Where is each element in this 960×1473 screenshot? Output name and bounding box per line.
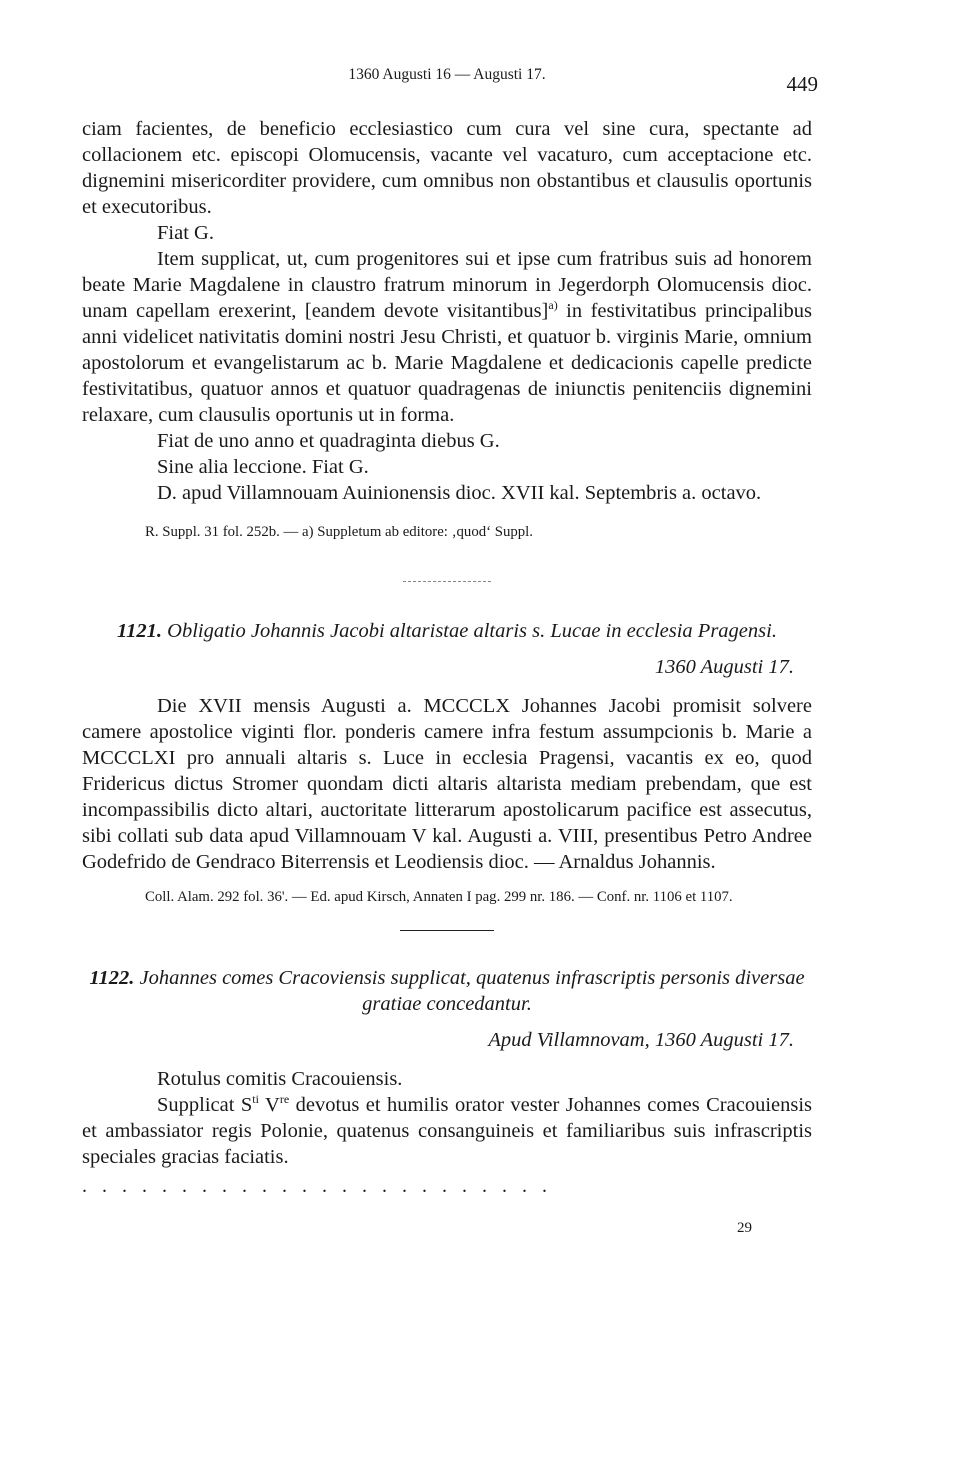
entry-title: Johannes comes Cracoviensis supplicat, quatenus infrascriptis personis diversae gratiae concedantur. xyxy=(139,967,805,1015)
superscript: re xyxy=(279,1092,290,1107)
paragraph-text: in festivitatibus principalibus anni videlicet nativitatis domini nostri Jesu Christi, et quatuor b. virginis Marie, omnium apostolorum et evangelistarum ac b. Marie Magdalene et dedicacionis capelle predicte festivitatibus, quatuor annos et quatuor quadragenas de iniunctis penitenciis dignemini relaxare, cum clausulis oportunis ut in forma. xyxy=(82,300,812,426)
entry-heading xyxy=(82,965,812,1017)
ellipsis-dots: ........................ xyxy=(82,1176,562,1196)
paragraph: Rotulus comitis Cracouiensis. xyxy=(157,1068,403,1090)
entry-heading xyxy=(82,618,812,644)
paragraph: ciam facientes, de beneficio ecclesiastico cum cura vel sine cura, spectante ad collacionem etc. episcopi Olomucensis, vacante vel vacaturo, cum acceptacione etc. dignemini misericorditer providere, cum omnibus non obstantibus et clausulis oportunis et executoribus. xyxy=(82,118,812,218)
signature-mark: 29 xyxy=(737,1220,752,1236)
paragraph xyxy=(82,246,812,428)
paragraph: Die XVII mensis Augusti a. MCCCLX Johannes Jacobi promisit solvere camere apostolice viginti flor. ponderis camere infra festum assumpcionis b. Marie a MCCCLXI pro annuali altaris s. Luce in ecclesia Pragensi, vacantis ex eo, quod Fridericus dictus Stromer quondam dicti altaris altarista mediam prebendam, que est incompassibilis dicto altari, auctoritate litterarum apostolicarum pacifice est assecutus, sibi collati sub data apud Villamnouam V kal. Augusti a. VIII, presentibus Petro Andree Godefrido de Gendraco Biterrensis et Leodiensis dioc. — Arnaldus Johannis. xyxy=(82,695,812,873)
running-header xyxy=(82,58,818,96)
entry-date: 1360 Augusti 17. xyxy=(654,656,794,678)
footnote-mark: a) xyxy=(548,298,558,313)
paragraph-text: devotus et humilis orator vester Johannes comes Cracouiensis et ambassiator regis Polonie, quatenus consanguineis et familiaribus suis infrascriptis speciales gracias faciatis. xyxy=(82,1094,813,1168)
paragraph-text: Supplicat S xyxy=(157,1094,253,1116)
separator xyxy=(403,581,491,582)
footnote: Coll. Alam. 292 fol. 36'. — Ed. apud Kirsch, Annaten I pag. 299 nr. 186. — Conf. nr. 1106 et 1107. xyxy=(145,889,733,905)
paragraph: Sine alia leccione. Fiat G. xyxy=(157,456,369,478)
paragraph: Fiat de uno anno et quadraginta diebus G. xyxy=(157,430,500,452)
paragraph-text: Item supplicat, ut, cum progenitores sui et ipse cum fratribus suis ad honorem beate Marie Magdalene in claustro fratrum minorum in Jegerdorph Olomucensis dioc. unam capellam erexerint, [eandem devote visitantibus] xyxy=(82,248,812,322)
running-title: 1360 Augusti 16 — Augusti 17. xyxy=(348,66,546,83)
entry-number: 1121. xyxy=(117,620,163,642)
footnote: R. Suppl. 31 fol. 252b. — a) Suppletum ab editore: ‚quod‘ Suppl. xyxy=(145,524,533,540)
entry-title: Obligatio Johannis Jacobi altaristae altaris s. Lucae in ecclesia Pragensi. xyxy=(167,620,777,642)
superscript: ti xyxy=(252,1092,259,1107)
paragraph-text: V xyxy=(258,1094,280,1116)
paragraph xyxy=(82,1092,812,1170)
document-page xyxy=(82,58,818,1237)
paragraph: D. apud Villamnouam Auinionensis dioc. XVII kal. Septembris a. octavo. xyxy=(157,482,762,504)
separator-rule xyxy=(400,930,494,931)
entry-date: Apud Villamnovam, 1360 Augusti 17. xyxy=(488,1029,794,1051)
page-number: 449 xyxy=(786,72,818,96)
entry-number: 1122. xyxy=(89,967,135,989)
paragraph: Fiat G. xyxy=(157,222,214,244)
